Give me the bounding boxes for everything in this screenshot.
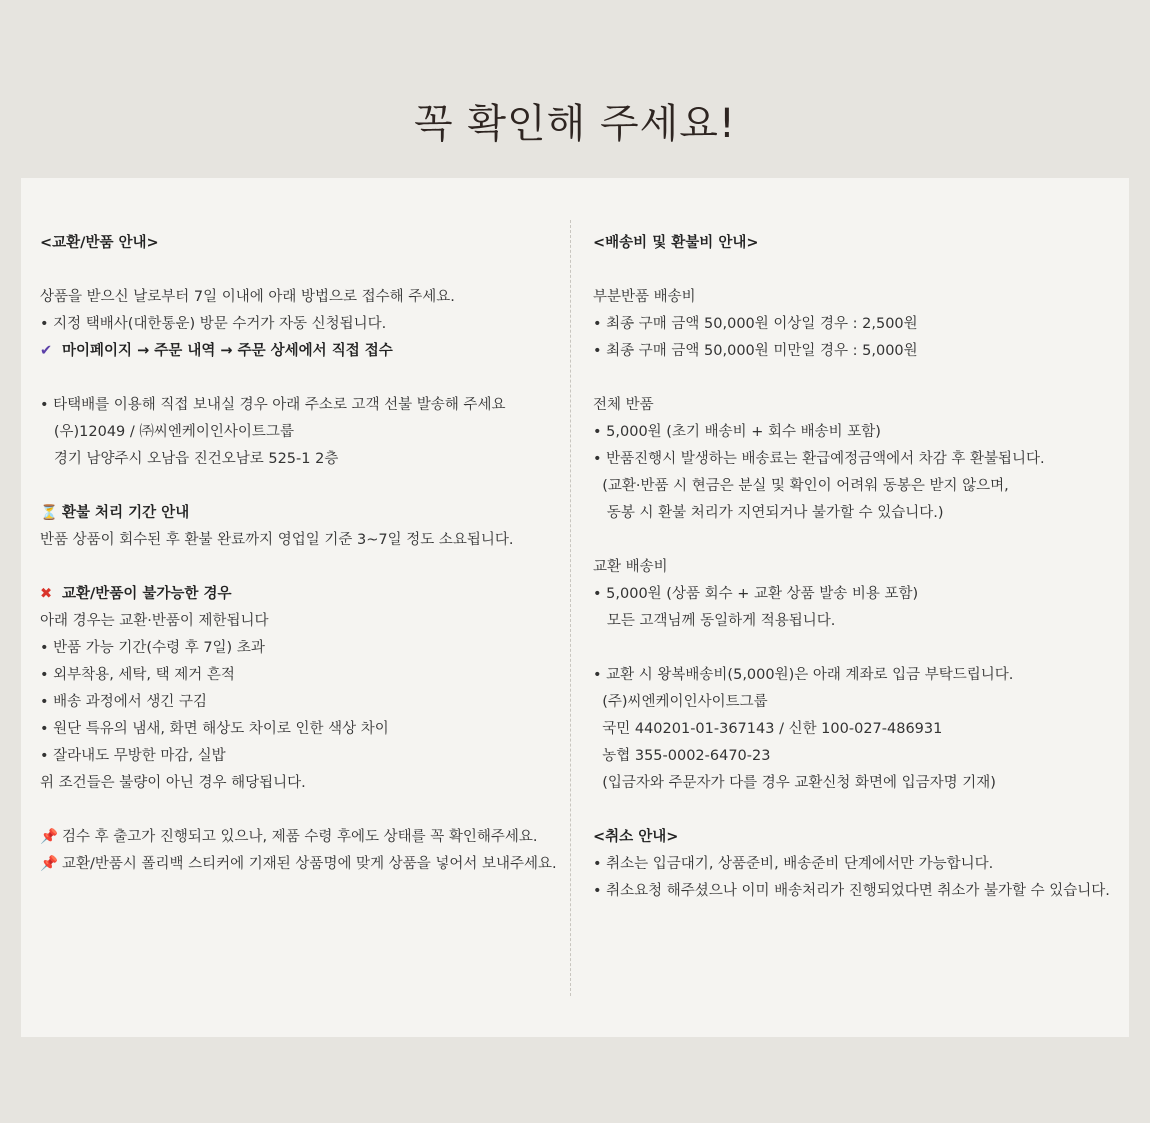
spacer bbox=[40, 257, 565, 284]
notice-line bbox=[40, 824, 565, 851]
notice-line bbox=[593, 392, 1123, 419]
notice-line bbox=[593, 743, 1123, 770]
line-text: 농협 355-0002-6470-23 bbox=[593, 748, 771, 764]
spacer bbox=[593, 365, 1123, 392]
line-text: 위 조건들은 불량이 아닌 경우 해당됩니다. bbox=[40, 775, 306, 791]
notice-line bbox=[40, 851, 565, 878]
notice-line bbox=[40, 743, 565, 770]
section-heading bbox=[593, 230, 1123, 257]
line-text: • 반품진행시 발생하는 배송료는 환급예정금액에서 차감 후 환불됩니다. bbox=[593, 451, 1045, 467]
shipping-fee-column bbox=[593, 230, 1123, 905]
notice-line bbox=[40, 284, 565, 311]
notice-panel bbox=[21, 178, 1129, 1037]
line-text: • 5,000원 (초기 배송비 + 회수 배송비 포함) bbox=[593, 424, 881, 440]
line-text: • 5,000원 (상품 회수 + 교환 상품 발송 비용 포함) bbox=[593, 586, 919, 602]
notice-line bbox=[593, 284, 1123, 311]
line-text: (입금자와 주문자가 다를 경우 교환신청 화면에 입금자명 기재) bbox=[593, 775, 996, 791]
notice-line bbox=[40, 446, 565, 473]
line-text: • 교환 시 왕복배송비(5,000원)은 아래 계좌로 입금 부탁드립니다. bbox=[593, 667, 1014, 683]
spacer bbox=[593, 635, 1123, 662]
section-heading bbox=[40, 500, 565, 527]
section-heading bbox=[40, 581, 565, 608]
notice-line bbox=[593, 851, 1123, 878]
notice-line bbox=[593, 662, 1123, 689]
spacer bbox=[593, 527, 1123, 554]
line-text: <배송비 및 환불비 안내> bbox=[593, 235, 759, 251]
notice-line bbox=[40, 689, 565, 716]
notice-line bbox=[40, 608, 565, 635]
spacer bbox=[593, 797, 1123, 824]
page-title: 꼭 확인해 주세요! bbox=[414, 101, 736, 147]
spacer bbox=[40, 554, 565, 581]
notice-line bbox=[593, 473, 1123, 500]
line-text: 반품 상품이 회수된 후 환불 완료까지 영업일 기준 3~7일 정도 소요됩니다. bbox=[40, 532, 514, 548]
line-text: 교환/반품이 불가능한 경우 bbox=[62, 586, 232, 602]
spacer bbox=[40, 797, 565, 824]
notice-line bbox=[40, 716, 565, 743]
section-heading bbox=[593, 824, 1123, 851]
line-text: • 타택배를 이용해 직접 보내실 경우 아래 주소로 고객 선불 발송해 주세요 bbox=[40, 397, 506, 413]
notice-line bbox=[593, 878, 1123, 905]
line-text: • 최종 구매 금액 50,000원 이상일 경우 : 2,500원 bbox=[593, 316, 918, 332]
section-heading bbox=[40, 230, 565, 257]
notice-line bbox=[40, 770, 565, 797]
notice-line bbox=[593, 311, 1123, 338]
line-text: 상품을 받으신 날로부터 7일 이내에 아래 방법으로 접수해 주세요. bbox=[40, 289, 455, 305]
notice-line bbox=[593, 689, 1123, 716]
line-text: 아래 경우는 교환·반품이 제한됩니다 bbox=[40, 613, 269, 629]
line-text: • 원단 특유의 냄새, 화면 해상도 차이로 인한 색상 차이 bbox=[40, 721, 389, 737]
notice-line bbox=[593, 770, 1123, 797]
section-heading bbox=[40, 338, 565, 365]
line-text: • 최종 구매 금액 50,000원 미만일 경우 : 5,000원 bbox=[593, 343, 918, 359]
notice-line bbox=[593, 581, 1123, 608]
notice-line bbox=[593, 608, 1123, 635]
line-text: • 배송 과정에서 생긴 구김 bbox=[40, 694, 208, 710]
line-text: (주)씨엔케이인사이트그룹 bbox=[593, 694, 768, 710]
line-text: 교환 배송비 bbox=[593, 559, 668, 575]
line-text: 경기 남양주시 오남읍 진건오남로 525-1 2층 bbox=[40, 451, 339, 467]
line-text: 동봉 시 환불 처리가 지연되거나 불가할 수 있습니다.) bbox=[593, 505, 944, 521]
notice-line bbox=[593, 500, 1123, 527]
spacer bbox=[40, 365, 565, 392]
line-text: 환불 처리 기간 안내 bbox=[62, 505, 190, 521]
notice-line bbox=[593, 716, 1123, 743]
line-text: (우)12049 / ㈜씨엔케이인사이트그룹 bbox=[40, 424, 294, 440]
line-text: • 지정 택배사(대한통운) 방문 수거가 자동 신청됩니다. bbox=[40, 316, 387, 332]
notice-line bbox=[40, 635, 565, 662]
spacer bbox=[40, 473, 565, 500]
line-text: 전체 반품 bbox=[593, 397, 654, 413]
notice-line bbox=[40, 662, 565, 689]
notice-line bbox=[40, 392, 565, 419]
line-text: • 취소는 입금대기, 상품준비, 배송준비 단계에서만 가능합니다. bbox=[593, 856, 994, 872]
check-icon: ✔ bbox=[40, 343, 53, 359]
spacer bbox=[593, 257, 1123, 284]
line-text: 국민 440201-01-367143 / 신한 100-027-486931 bbox=[593, 721, 943, 737]
notice-line bbox=[40, 527, 565, 554]
pushpin-icon: 📌 bbox=[40, 856, 59, 872]
line-text: 마이페이지 → 주문 내역 → 주문 상세에서 직접 접수 bbox=[62, 343, 393, 359]
line-text: 모든 고객님께 동일하게 적용됩니다. bbox=[593, 613, 836, 629]
line-text: • 외부착용, 세탁, 택 제거 흔적 bbox=[40, 667, 235, 683]
line-text: <교환/반품 안내> bbox=[40, 235, 159, 251]
line-text: • 잘라내도 무방한 마감, 실밥 bbox=[40, 748, 226, 764]
line-text: • 취소요청 해주셨으나 이미 배송처리가 진행되었다면 취소가 불가할 수 있습니다. bbox=[593, 883, 1110, 899]
notice-line bbox=[593, 338, 1123, 365]
exchange-return-column bbox=[40, 230, 565, 878]
line-text: <취소 안내> bbox=[593, 829, 679, 845]
pushpin-icon: 📌 bbox=[40, 829, 59, 845]
line-text: 부분반품 배송비 bbox=[593, 289, 696, 305]
notice-line bbox=[40, 419, 565, 446]
notice-line bbox=[593, 419, 1123, 446]
line-text: 교환/반품시 폴리백 스티커에 기재된 상품명에 맞게 상품을 넣어서 보내주세요. bbox=[62, 856, 557, 872]
column-divider bbox=[570, 220, 571, 996]
cross-icon: ✖ bbox=[40, 586, 53, 602]
line-text: (교환·반품 시 현금은 분실 및 확인이 어려워 동봉은 받지 않으며, bbox=[593, 478, 1009, 494]
hourglass-icon: ⏳ bbox=[40, 505, 59, 521]
notice-line bbox=[40, 311, 565, 338]
notice-line bbox=[593, 554, 1123, 581]
notice-line bbox=[593, 446, 1123, 473]
line-text: • 반품 가능 기간(수령 후 7일) 초과 bbox=[40, 640, 265, 656]
line-text: 검수 후 출고가 진행되고 있으나, 제품 수령 후에도 상태를 꼭 확인해주세요. bbox=[62, 829, 538, 845]
